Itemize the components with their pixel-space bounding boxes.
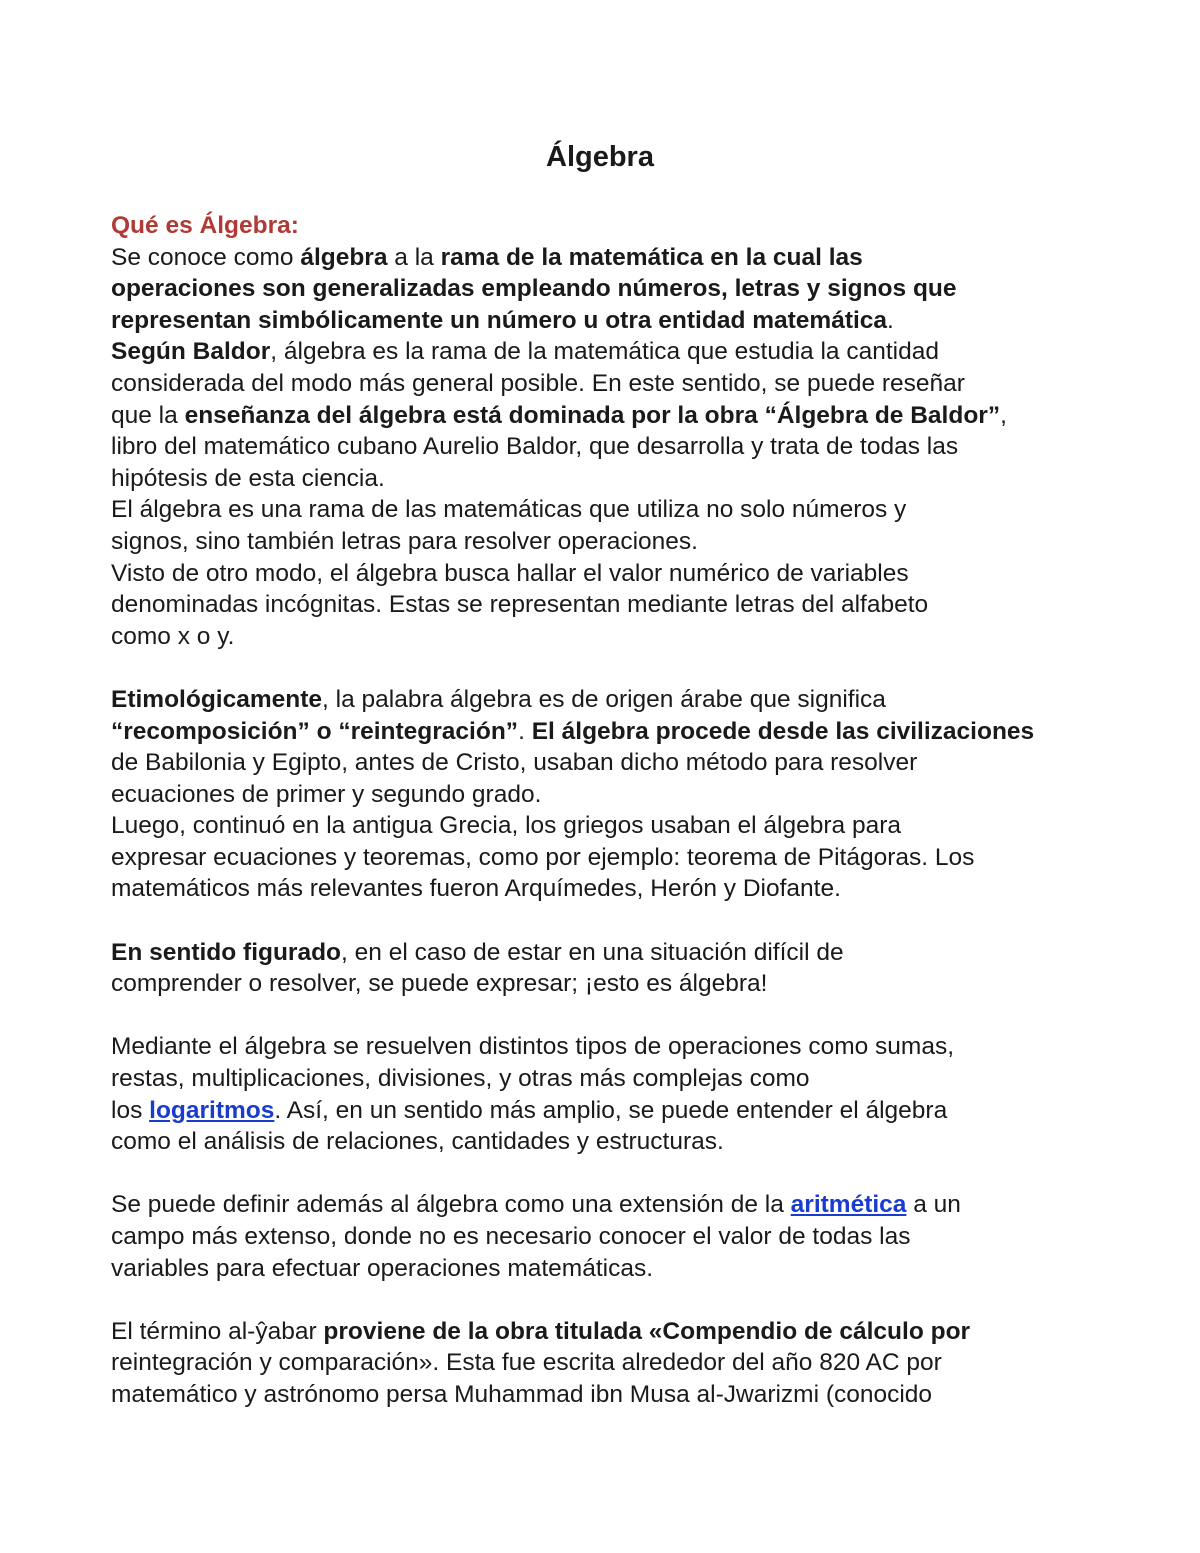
paragraph-gap [111,1000,1101,1032]
paragraph-etymology: Etimológicamente, la palabra álgebra es de origen árabe que significa “recomposición” o “reintegración”. El álgebra procede desde las civilizaciones de Babilonia y Egipto, antes de Cristo, usaban dicho método para resolver ecuaciones de primer y segundo grado. [111,685,1035,808]
paragraph-definition: Se conoce como álgebra a la rama de la matemática en la cual las operaciones son generalizadas empleando números, letras y signos que representan simbólicamente un número u otra entidad matemática. [111,243,957,334]
paragraph-operations: Mediante el álgebra se resuelven distintos tipos de operaciones como sumas, restas, multiplicaciones, divisiones, y otras más complejas como los logaritmos. Así, en un sentido más amplio, se puede entender el álgebra como el análisis de relaciones, cantidades y estructuras. [111,1033,955,1156]
aritmetica-link[interactable]: aritmética [790,1191,907,1219]
section-heading: Qué es Álgebra: [111,212,299,239]
paragraph-branch: El álgebra es una rama de las matemáticas que utiliza no solo números y signos, sino también letras para resolver operaciones. [111,496,907,555]
paragraph-figurative: En sentido figurado, en el caso de estar en una situación difícil de comprender o resolver, se puede expresar; ¡esto es álgebra! [111,938,844,998]
paragraph-origin: El término al-ŷabar proviene de la obra titulada «Compendio de cálculo por reintegración y comparación». Esta fue escrita alrededor del año 820 AC por matemático y astrónomo persa Muhammad ibn Musa al-Jwarizmi (conocido [111,1317,971,1408]
paragraph-baldor: Según Baldor, álgebra es la rama de la matemática que estudia la cantidad considerada del modo más general posible. En este sentido, se puede reseñar que la enseñanza del álgebra está dominada por la obra “Álgebra de Baldor”, libro del matemático cubano Aurelio Baldor, que desarrolla y trata de todas las hipótesis de esta ciencia. [111,338,1007,492]
document-body [111,210,1101,1411]
paragraph-gap [111,652,1101,684]
paragraph-gap [111,905,1101,937]
document-title: Álgebra [546,141,654,173]
logaritmos-link[interactable]: logaritmos [149,1096,275,1124]
paragraph-variables: Visto de otro modo, el álgebra busca hallar el valor numérico de variables denominadas incógnitas. Estas se representan mediante letras del alfabeto como x o y. [111,559,929,650]
paragraph-greece: Luego, continuó en la antigua Grecia, los griegos usaban el álgebra para expresar ecuaciones y teoremas, como por ejemplo: teorema de Pitágoras. Los matemáticos más relevantes fueron Arquímedes, Herón y Diofante. [111,812,975,903]
paragraph-gap [111,1284,1101,1316]
paragraph-arithmetic: Se puede definir además al álgebra como una extensión de la aritmética a un campo más extenso, donde no es necesario conocer el valor de todas las variables para efectuar operaciones matemáticas. [111,1191,961,1282]
paragraph-gap [111,1158,1101,1190]
